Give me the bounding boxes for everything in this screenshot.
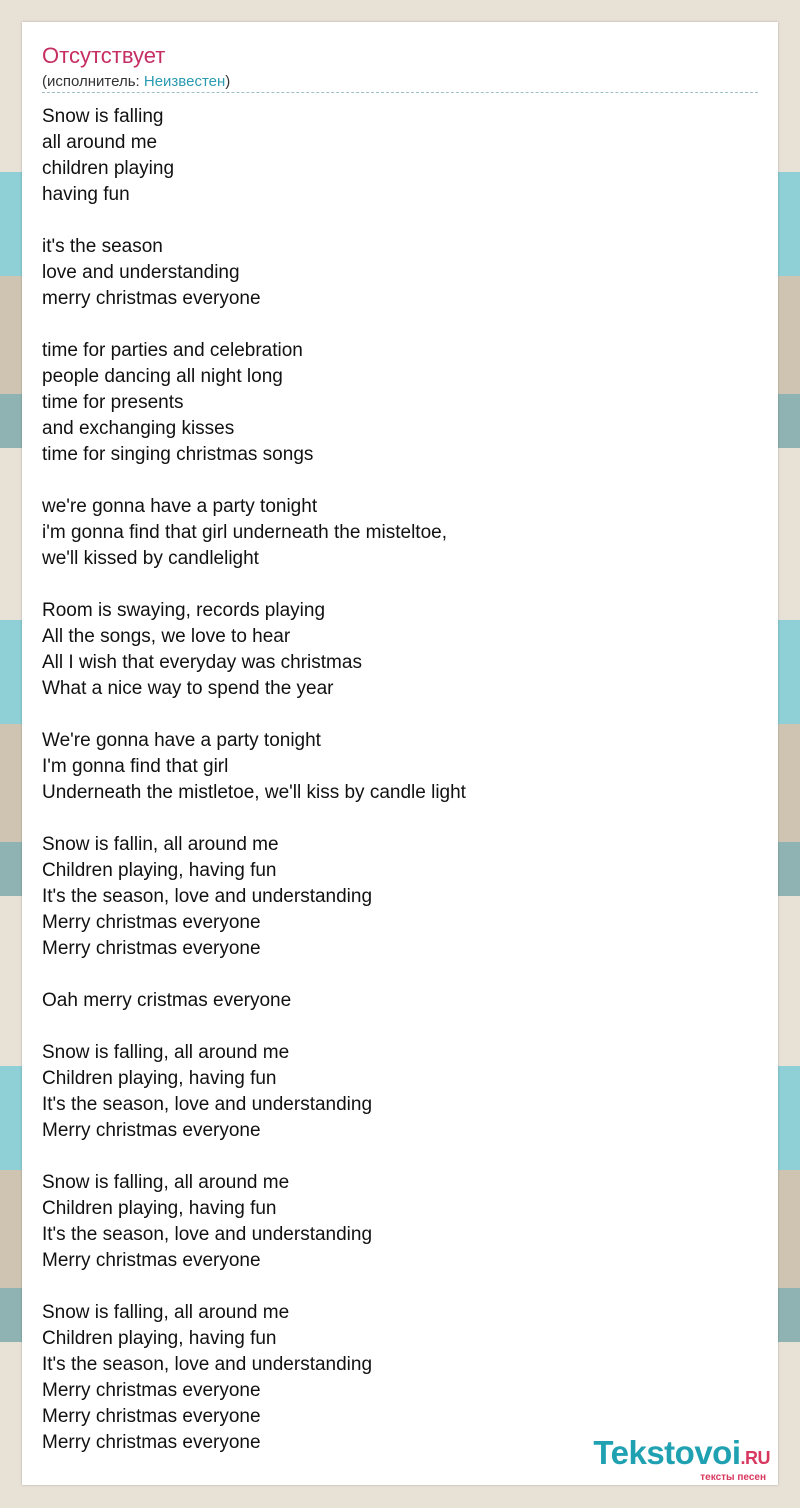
lyrics-text bbox=[42, 104, 466, 1456]
lyric-line: Children playing, having fun bbox=[42, 860, 277, 881]
lyric-line: time for presents bbox=[42, 392, 184, 413]
lyric-line: and exchanging kisses bbox=[42, 418, 235, 439]
lyric-line: It's the season, love and understanding bbox=[42, 1224, 373, 1245]
lyric-line: It's the season, love and understanding bbox=[42, 1354, 373, 1375]
lyric-line: we'll kissed by candlelight bbox=[42, 548, 259, 569]
lyric-line: Snow is falling, all around me bbox=[42, 1302, 290, 1323]
lyric-line: Merry christmas everyone bbox=[42, 1406, 261, 1427]
lyric-line: time for singing christmas songs bbox=[42, 444, 314, 465]
stanza-break bbox=[42, 468, 466, 494]
stanza-break bbox=[42, 1144, 466, 1170]
logo-brand: Tekstovoi bbox=[593, 1434, 741, 1471]
lyric-line: Oah merry cristmas everyone bbox=[42, 990, 292, 1011]
lyric-line: Children playing, having fun bbox=[42, 1068, 277, 1089]
lyric-line: Snow is falling, all around me bbox=[42, 1042, 290, 1063]
lyric-line: I'm gonna find that girl bbox=[42, 756, 229, 777]
stanza-break bbox=[42, 1274, 466, 1300]
lyric-line: i'm gonna find that girl underneath the misteltoe, bbox=[42, 522, 447, 543]
lyric-line: It's the season, love and understanding bbox=[42, 886, 373, 907]
lyric-line: merry christmas everyone bbox=[42, 288, 261, 309]
lyric-line: love and understanding bbox=[42, 262, 240, 283]
stanza-break bbox=[42, 208, 466, 234]
lyric-line: children playing bbox=[42, 158, 175, 179]
lyric-line: Merry christmas everyone bbox=[42, 1120, 261, 1141]
lyric-line: Snow is falling bbox=[42, 106, 164, 127]
artist-prefix: (исполнитель: bbox=[42, 73, 144, 90]
stanza-break bbox=[42, 962, 466, 988]
lyric-line: people dancing all night long bbox=[42, 366, 283, 387]
lyric-line: Children playing, having fun bbox=[42, 1198, 277, 1219]
stanza-break bbox=[42, 1014, 466, 1040]
stanza-break bbox=[42, 312, 466, 338]
lyric-line: All I wish that everyday was christmas bbox=[42, 652, 362, 673]
lyric-line: all around me bbox=[42, 132, 158, 153]
lyric-line: Merry christmas everyone bbox=[42, 912, 261, 933]
lyric-line: What a nice way to spend the year bbox=[42, 678, 334, 699]
lyric-line: Merry christmas everyone bbox=[42, 1432, 261, 1453]
artist-suffix: ) bbox=[225, 73, 231, 90]
lyric-line: Room is swaying, records playing bbox=[42, 600, 326, 621]
header-divider bbox=[42, 92, 758, 93]
lyric-line: Merry christmas everyone bbox=[42, 1250, 261, 1271]
lyric-line: Children playing, having fun bbox=[42, 1328, 277, 1349]
lyric-line: time for parties and celebration bbox=[42, 340, 303, 361]
lyric-line: Merry christmas everyone bbox=[42, 1380, 261, 1401]
lyric-line: Snow is falling, all around me bbox=[42, 1172, 290, 1193]
stanza-break bbox=[42, 572, 466, 598]
song-title: Отсутствует bbox=[42, 43, 166, 68]
logo-tagline: тексты песен bbox=[700, 1472, 766, 1483]
lyric-line: All the songs, we love to hear bbox=[42, 626, 291, 647]
lyric-line: it's the season bbox=[42, 236, 163, 257]
artist-link[interactable]: Неизвестен bbox=[143, 73, 226, 90]
lyric-line: having fun bbox=[42, 184, 130, 205]
stanza-break bbox=[42, 806, 466, 832]
stanza-break bbox=[42, 702, 466, 728]
artist-line bbox=[42, 73, 230, 91]
lyric-line: Underneath the mistletoe, we'll kiss by candle light bbox=[42, 782, 466, 803]
lyric-line: we're gonna have a party tonight bbox=[42, 496, 318, 517]
logo-tld: .RU bbox=[740, 1448, 770, 1468]
lyric-line: Snow is fallin, all around me bbox=[42, 834, 279, 855]
lyric-line: We're gonna have a party tonight bbox=[42, 730, 321, 751]
lyrics-card bbox=[22, 22, 778, 1485]
lyric-line: It's the season, love and understanding bbox=[42, 1094, 373, 1115]
lyric-line: Merry christmas everyone bbox=[42, 938, 261, 959]
tekstovoi-logo bbox=[593, 1436, 770, 1483]
